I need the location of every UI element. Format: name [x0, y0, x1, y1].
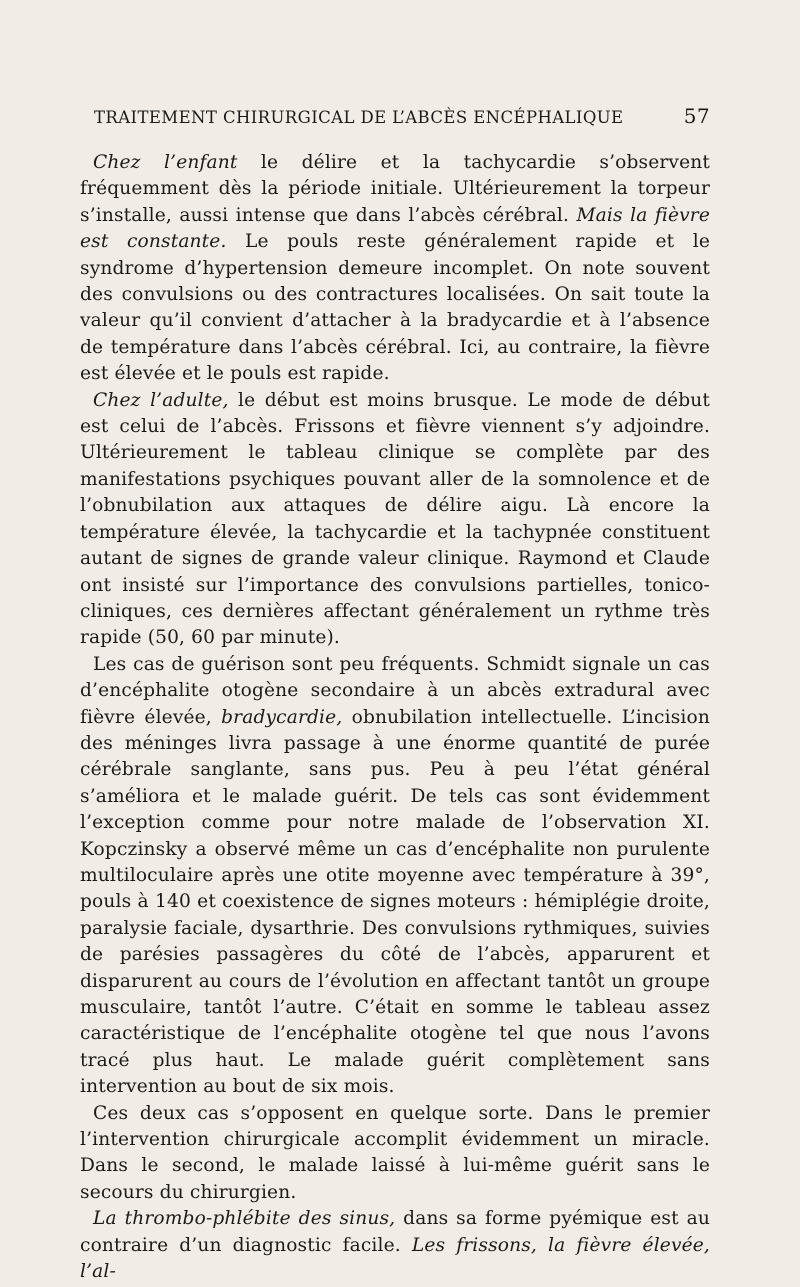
paragraph-thrombophlebitis	[80, 1206, 710, 1285]
text-run: obnubilation intellectuelle. L’incision des méninges livra passage à une énorme quantité de purée cérébrale sanglante, sans pus. Peu à peu l’état général s’améliora et le malade guérit. De tels cas sont évidemment l’exception comme pour notre malade de l’observation XI. Kopczinsky a observé même un cas d’encéphalite non purulente multiloculaire après une otite moyenne avec température à 39°, pouls à 140 et coexistence de signes moteurs : hémiplégie droite, paralysie faciale, dysarthrie. Des convulsions rythmiques, suivies de parésies passagères du côté de l’abcès, apparurent et disparurent au cours de l’évolution en affectant tantôt un groupe musculaire, tantôt l’autre. C’était en somme le tableau assez caractéristique de l’encéphalite otogène tel que nous l’avons tracé plus haut. Le malade guérit complètement sans intervention au bout de six mois.	[80, 706, 710, 1098]
running-header	[94, 104, 710, 128]
body-text	[80, 150, 710, 1285]
text-run: Le pouls reste généralement rapide et le syndrome d’hypertension demeure incomplet. On note souvent des convulsions ou des contractures localisées. On sait toute la valeur qu’il convient d’attacher à la bradycardie et à l’absence de température dans l’abcès cérébral. Ici, au contraire, la fièvre est élevée et le pouls est rapide.	[80, 231, 710, 385]
paragraph-adult-case	[80, 388, 710, 652]
italic-phrase: bradycardie,	[221, 706, 343, 728]
paragraph-child-case	[80, 150, 710, 388]
paragraph-recovery-cases	[80, 652, 710, 1101]
italic-phrase: Mais la fièvre est constante.	[80, 204, 710, 253]
page-number: 57	[683, 104, 710, 128]
italic-phrase: La thrombo-phlébite des sinus,	[93, 1208, 396, 1230]
italic-phrase: Les frissons, la fièvre élevée, l’al-	[80, 1234, 710, 1283]
text-run: le délire et la tachycardie s’observent fréquemment dès la période initiale. Ultérieurement la torpeur s’installe, aussi intense que dans l’abcès cérébral.	[80, 152, 710, 226]
italic-phrase: Chez l’adulte,	[93, 389, 229, 411]
italic-phrase: Chez l’enfant	[93, 152, 238, 173]
text-run: Ces deux cas s’opposent en quelque sorte. Dans le premier l’intervention chirurgicale accomplit évidemment un miracle. Dans le second, le malade laissé à lui-même guérit sans le secours du chirurgien.	[80, 1102, 710, 1203]
text-run: le début est moins brusque. Le mode de début est celui de l’abcès. Frissons et fièvre viennent s’y adjoindre. Ultérieurement le tableau clinique se complète par des manifestations psychiques pouvant aller de la somnolence et de l’obnubilation aux attaques de délire aigu. Là encore la température élevée, la tachycardie et la tachypnée constituent autant de signes de grande valeur clinique. Raymond et Claude ont insisté sur l’importance des convulsions partielles, tonico-cliniques, ces dernières affectant généralement un rythme très rapide (50, 60 par minute).	[80, 389, 710, 649]
text-run: dans sa forme pyémique est au contraire d’un diagnostic facile.	[80, 1208, 710, 1256]
paragraph-two-cases	[80, 1101, 710, 1207]
text-run: Les cas de guérison sont peu fréquents. Schmidt signale un cas d’encéphalite otogène secondaire à un abcès extradural avec fièvre élevée,	[80, 653, 710, 728]
running-title: TRAITEMENT CHIRURGICAL DE L’ABCÈS ENCÉPHALIQUE	[94, 108, 624, 127]
